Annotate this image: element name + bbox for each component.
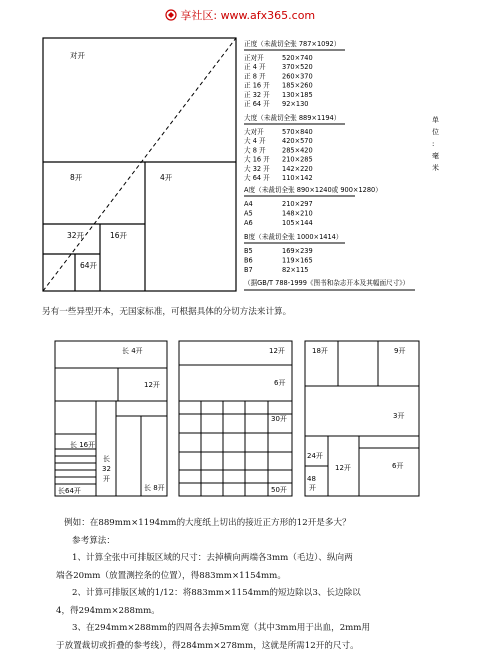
adu-title: A度（未裁切全张 890×1240或 900×1280） <box>244 185 382 194</box>
zhengdu-row-size: 185×260 <box>282 82 313 90</box>
adu-row-size: 148×210 <box>282 210 313 218</box>
p3-9k: 9开 <box>394 347 405 355</box>
dadu-row-size: 285×420 <box>282 146 313 154</box>
site-name: 享社区: <box>180 9 217 22</box>
p3-48k-b: 开 <box>309 484 316 492</box>
bdu-row-name: B5 <box>244 247 253 255</box>
adu-row-name: A4 <box>244 200 253 208</box>
p1-long32-b: 32 <box>102 465 111 473</box>
label-8k: 8开 <box>70 173 83 182</box>
zhengdu-row-size: 370×520 <box>282 63 313 71</box>
text-line: 于放置裁切或折叠的参考线），得284mm×278mm，这就是所需12开的尺寸。 <box>42 638 370 655</box>
p3-3k: 3开 <box>393 412 404 420</box>
label-64k: 64开 <box>80 261 98 270</box>
label-32k: 32开 <box>67 231 85 240</box>
p2-12k: 12开 <box>269 347 285 355</box>
bdu-row-size: 119×165 <box>282 257 313 265</box>
paragraph-intro: 另有一些异型开本，无国家标准，可根据具体的分切方法来计算。 <box>42 305 291 320</box>
example-text <box>42 515 370 655</box>
bdu-title: B度（未裁切全张 1000×1414） <box>244 232 342 241</box>
p2-30k: 30开 <box>271 415 287 423</box>
p1-long16: 长 16开 <box>70 441 95 449</box>
bdu-row-size: 169×239 <box>282 247 313 255</box>
zhengdu-row-size: 260×370 <box>282 72 313 80</box>
dadu-row-name: 大 32 开 <box>244 164 270 173</box>
text-line: 参考算法： <box>42 533 370 551</box>
p3-24k: 24开 <box>307 452 323 460</box>
dadu-title: 大度（未裁切全张 889×1194） <box>244 113 340 122</box>
zhengdu-row-name: 正对开 <box>244 53 264 62</box>
label-duikai: 对开 <box>70 50 85 60</box>
unit-char: 位 <box>432 127 439 136</box>
p3-12k: 12开 <box>335 464 351 472</box>
dadu-row-name: 大 8 开 <box>244 145 266 154</box>
p2-6k: 6开 <box>274 379 285 387</box>
p1-long8: 长 8开 <box>144 484 165 492</box>
text-line: 1、计算全张中可排版区域的尺寸：去掉横向两端各3mm（毛边）、纵向两 <box>42 550 370 568</box>
zhengdu-row-name: 正 32 开 <box>244 91 270 99</box>
adu-row-name: A6 <box>244 219 253 227</box>
p1-long4: 长 4开 <box>122 347 143 355</box>
p1-long32-c: 开 <box>103 475 110 483</box>
site-url[interactable]: www.afx365.com <box>221 9 316 22</box>
zhengdu-row-size: 92×130 <box>282 100 309 108</box>
bdu-row-name: B7 <box>244 266 253 274</box>
zhengdu-row-size: 520×740 <box>282 54 313 62</box>
text-line: 3、在294mm×288mm的四周各去掉5mm宽（其中3mm用于出血，2mm用 <box>42 620 370 638</box>
dadu-row-size: 110×142 <box>282 174 313 182</box>
zhengdu-row-name: 正 4 开 <box>244 63 266 71</box>
unit-char: : <box>432 140 434 148</box>
dadu-row-size: 210×285 <box>282 156 313 164</box>
adu-row-size: 210×297 <box>282 200 313 208</box>
zhengdu-title: 正度（未裁切全张 787×1092） <box>244 39 340 48</box>
p2-50k: 50开 <box>271 486 287 494</box>
p1-long64: 长64开 <box>58 487 81 495</box>
zhengdu-row-size: 130×185 <box>282 91 313 99</box>
dadu-row-name: 大 64 开 <box>244 173 270 182</box>
p3-6k: 6开 <box>392 462 403 470</box>
zhengdu-row-name: 正 16 开 <box>244 82 270 90</box>
dadu-row-size: 142×220 <box>282 165 313 173</box>
dadu-row-name: 大 16 开 <box>244 155 270 164</box>
panel-1 <box>55 341 167 496</box>
unit-char: 毫 <box>432 152 439 160</box>
source-note: （据GB/T 788-1999《图书和杂志开本及其幅面尺寸》） <box>244 278 409 287</box>
unit-char: 米 <box>432 163 439 172</box>
bdu-row-size: 82×115 <box>282 266 309 274</box>
label-16k: 16开 <box>110 231 128 240</box>
text-line: 端各20mm（放置测控条的位置），得883mm×1154mm。 <box>42 568 370 586</box>
unit-char: 单 <box>432 115 439 124</box>
text-line: 例如：在889mm×1194mm的大度纸上切出的接近正方形的12开是多大？ <box>42 515 370 533</box>
bdu-row-name: B6 <box>244 257 253 265</box>
text-line: 2、计算可排版区域的1/12：将883mm×1154mm的短边除以3、长边除以 <box>42 585 370 603</box>
zhengdu-row-name: 正 64 开 <box>244 100 270 108</box>
dadu-row-name: 大对开 <box>244 127 264 136</box>
p3-18k: 18开 <box>312 347 328 355</box>
p1-12k: 12开 <box>144 381 160 389</box>
adu-row-size: 105×144 <box>282 219 313 227</box>
dadu-row-size: 570×840 <box>282 128 313 136</box>
adu-row-name: A5 <box>244 210 253 218</box>
dadu-row-name: 大 4 开 <box>244 136 266 145</box>
dadu-row-size: 420×570 <box>282 137 313 145</box>
p1-long32-a: 长 <box>103 455 110 463</box>
text-line: 4，得294mm×288mm。 <box>42 603 370 621</box>
zhengdu-row-name: 正 8 开 <box>244 72 266 80</box>
p3-48k-a: 48 <box>307 475 316 483</box>
label-4k: 4开 <box>160 173 173 182</box>
